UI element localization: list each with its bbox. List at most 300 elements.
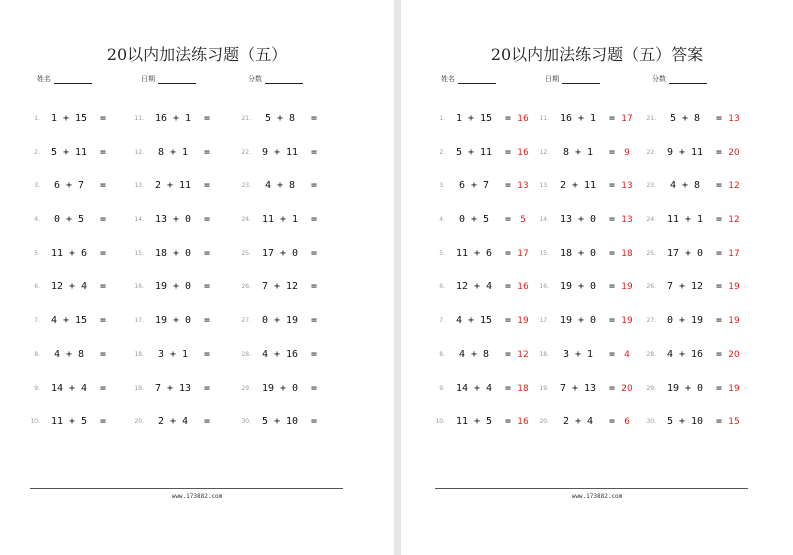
question-column-2 xyxy=(130,110,230,447)
equals-sign: = xyxy=(609,281,616,293)
question-number: 10. xyxy=(435,418,445,426)
question-row xyxy=(535,110,635,144)
equals-sign: = xyxy=(311,214,318,226)
date-label: 日期 xyxy=(141,75,155,83)
equals-sign: = xyxy=(311,146,318,158)
question-number: 13. xyxy=(134,182,144,190)
equals-sign: = xyxy=(716,382,723,394)
question-row xyxy=(535,312,635,346)
question-expression: 5 + 8 xyxy=(669,113,701,124)
equals-sign: = xyxy=(505,113,512,124)
question-number: 7. xyxy=(439,317,445,325)
question-number: 20. xyxy=(539,418,549,426)
question-number: 8. xyxy=(34,350,40,358)
question-row xyxy=(642,312,742,346)
question-number: 11. xyxy=(539,115,549,122)
equals-sign: = xyxy=(204,315,211,327)
question-number: 10. xyxy=(30,418,40,426)
question-row xyxy=(130,144,230,178)
question-column-1 xyxy=(26,110,126,447)
question-row xyxy=(535,380,635,414)
answer-value: 20 xyxy=(728,147,740,158)
question-expression: 3 + 1 xyxy=(562,348,594,360)
question-row xyxy=(237,177,337,211)
equals-sign: = xyxy=(100,382,107,394)
question-number: 19. xyxy=(539,384,549,392)
question-row xyxy=(130,245,230,279)
equals-sign: = xyxy=(505,382,512,394)
question-row xyxy=(642,110,742,144)
answer-score-field xyxy=(652,73,707,84)
question-row xyxy=(431,413,531,447)
question-number: 5. xyxy=(439,249,445,257)
question-row xyxy=(642,278,742,312)
question-expression: 11 + 5 xyxy=(50,416,88,428)
question-expression: 4 + 8 xyxy=(264,180,296,192)
question-number: 19. xyxy=(134,384,144,392)
question-expression: 17 + 0 xyxy=(261,247,299,259)
question-expression: 4 + 15 xyxy=(455,315,493,327)
equals-sign: = xyxy=(609,315,616,327)
equals-sign: = xyxy=(204,214,211,226)
answer-value: 18 xyxy=(621,248,633,259)
question-expression: 13 + 0 xyxy=(154,214,192,226)
question-number: 4. xyxy=(34,216,40,224)
question-number: 12. xyxy=(539,148,549,156)
question-number: 14. xyxy=(134,216,144,224)
equals-sign: = xyxy=(204,416,211,428)
equals-sign: = xyxy=(716,315,723,327)
name-label: 姓名 xyxy=(37,75,51,83)
question-row xyxy=(26,245,126,279)
question-expression: 4 + 15 xyxy=(50,315,88,327)
answer-value: 16 xyxy=(517,417,529,428)
question-expression: 5 + 11 xyxy=(455,146,493,158)
question-number: 18. xyxy=(134,350,144,358)
question-number: 3. xyxy=(34,182,40,190)
question-number: 29. xyxy=(646,384,656,392)
question-row xyxy=(535,278,635,312)
answer-value: 19 xyxy=(728,383,740,394)
question-expression: 0 + 5 xyxy=(53,214,85,226)
question-number: 28. xyxy=(646,350,656,358)
question-expression: 12 + 4 xyxy=(455,281,493,293)
answer-value: 16 xyxy=(517,114,529,124)
question-row xyxy=(237,380,337,414)
question-number: 27. xyxy=(646,317,656,325)
equals-sign: = xyxy=(716,416,723,428)
equals-sign: = xyxy=(204,247,211,259)
question-expression: 5 + 11 xyxy=(50,146,88,158)
question-number: 11. xyxy=(134,115,144,122)
equals-sign: = xyxy=(100,315,107,327)
answer-value: 19 xyxy=(517,316,529,327)
equals-sign: = xyxy=(609,416,616,428)
question-number: 16. xyxy=(134,283,144,291)
equals-sign: = xyxy=(716,281,723,293)
question-expression: 4 + 16 xyxy=(261,348,299,360)
question-number: 6. xyxy=(34,283,40,291)
question-number: 21. xyxy=(646,115,656,122)
equals-sign: = xyxy=(311,348,318,360)
question-column-3 xyxy=(237,110,337,447)
answer-footer-url: www.173882.com xyxy=(571,493,623,500)
question-row xyxy=(26,211,126,245)
equals-sign: = xyxy=(100,180,107,192)
question-number: 25. xyxy=(241,249,251,257)
equals-sign: = xyxy=(100,214,107,226)
equals-sign: = xyxy=(609,180,616,192)
answer-value: 19 xyxy=(621,316,633,327)
question-number: 14. xyxy=(539,216,549,224)
question-expression: 0 + 19 xyxy=(666,315,704,327)
equals-sign: = xyxy=(505,146,512,158)
answer-value: 4 xyxy=(624,349,630,360)
question-number: 2. xyxy=(34,148,40,156)
equals-sign: = xyxy=(311,281,318,293)
score-label: 分数 xyxy=(248,75,262,83)
question-number: 9. xyxy=(439,384,445,392)
question-number: 8. xyxy=(439,350,445,358)
date-blank[interactable] xyxy=(158,73,196,84)
question-expression: 7 + 12 xyxy=(666,281,704,293)
question-number: 4. xyxy=(439,216,445,224)
equals-sign: = xyxy=(716,146,723,158)
question-expression: 7 + 13 xyxy=(559,382,597,394)
question-row xyxy=(130,380,230,414)
equals-sign: = xyxy=(505,180,512,192)
answer-column-2 xyxy=(535,110,635,447)
equals-sign: = xyxy=(204,180,211,192)
question-number: 16. xyxy=(539,283,549,291)
question-expression: 14 + 4 xyxy=(455,382,493,394)
question-row xyxy=(431,211,531,245)
answer-value: 13 xyxy=(621,215,633,226)
question-row xyxy=(535,413,635,447)
question-number: 9. xyxy=(34,384,40,392)
equals-sign: = xyxy=(204,281,211,293)
equals-sign: = xyxy=(204,382,211,394)
equals-sign: = xyxy=(100,113,107,124)
question-number: 24. xyxy=(646,216,656,224)
score-field xyxy=(248,73,303,84)
answer-value: 5 xyxy=(520,215,526,226)
question-row xyxy=(431,312,531,346)
question-expression: 19 + 0 xyxy=(154,281,192,293)
question-expression: 1 + 15 xyxy=(455,113,493,124)
equals-sign: = xyxy=(311,247,318,259)
question-row xyxy=(26,413,126,447)
answer-date-blank[interactable] xyxy=(562,73,600,84)
equals-sign: = xyxy=(505,247,512,259)
question-row xyxy=(26,278,126,312)
question-number: 18. xyxy=(539,350,549,358)
question-row xyxy=(642,177,742,211)
question-expression: 2 + 4 xyxy=(562,416,594,428)
answer-value: 17 xyxy=(517,248,529,259)
answer-value: 12 xyxy=(728,181,740,192)
equals-sign: = xyxy=(505,315,512,327)
answer-name-blank[interactable] xyxy=(458,73,496,84)
answer-value: 6 xyxy=(624,417,630,428)
question-number: 3. xyxy=(439,182,445,190)
question-number: 24. xyxy=(241,216,251,224)
answer-page xyxy=(401,0,793,555)
answer-value: 19 xyxy=(621,282,633,293)
equals-sign: = xyxy=(100,247,107,259)
question-expression: 3 + 1 xyxy=(157,348,189,360)
equals-sign: = xyxy=(609,247,616,259)
question-expression: 4 + 8 xyxy=(53,348,85,360)
answer-date-field xyxy=(545,73,600,84)
equals-sign: = xyxy=(609,382,616,394)
page-title: 20以内加法练习题（五） xyxy=(106,45,288,64)
question-number: 29. xyxy=(241,384,251,392)
equals-sign: = xyxy=(311,382,318,394)
question-expression: 11 + 5 xyxy=(455,416,493,428)
question-number: 25. xyxy=(646,249,656,257)
question-expression: 7 + 12 xyxy=(261,281,299,293)
question-expression: 19 + 0 xyxy=(559,315,597,327)
answer-value: 18 xyxy=(517,383,529,394)
question-row xyxy=(642,144,742,178)
question-row xyxy=(237,144,337,178)
equals-sign: = xyxy=(100,348,107,360)
question-row xyxy=(431,245,531,279)
question-expression: 5 + 10 xyxy=(666,416,704,428)
equals-sign: = xyxy=(609,113,616,124)
equals-sign: = xyxy=(609,146,616,158)
name-blank[interactable] xyxy=(54,73,92,84)
question-row xyxy=(535,144,635,178)
question-number: 30. xyxy=(646,418,656,426)
answer-value: 17 xyxy=(621,114,633,124)
question-expression: 2 + 11 xyxy=(559,180,597,192)
question-expression: 19 + 0 xyxy=(261,382,299,394)
equals-sign: = xyxy=(311,113,318,124)
question-expression: 19 + 0 xyxy=(666,382,704,394)
question-row xyxy=(237,346,337,380)
question-expression: 19 + 0 xyxy=(559,281,597,293)
equals-sign: = xyxy=(100,416,107,428)
answer-value: 13 xyxy=(517,181,529,192)
question-expression: 2 + 4 xyxy=(157,416,189,428)
question-number: 15. xyxy=(134,249,144,257)
equals-sign: = xyxy=(716,214,723,226)
equals-sign: = xyxy=(204,113,211,124)
question-row xyxy=(130,413,230,447)
question-row xyxy=(130,278,230,312)
question-row xyxy=(130,177,230,211)
question-number: 27. xyxy=(241,317,251,325)
answer-value: 17 xyxy=(728,248,740,259)
question-row xyxy=(431,177,531,211)
equals-sign: = xyxy=(609,348,616,360)
answer-value: 16 xyxy=(517,282,529,293)
answer-score-label: 分数 xyxy=(652,75,666,83)
answer-value: 15 xyxy=(728,417,740,428)
equals-sign: = xyxy=(505,214,512,226)
question-number: 20. xyxy=(134,418,144,426)
question-number: 1. xyxy=(34,115,40,122)
question-expression: 0 + 5 xyxy=(458,214,490,226)
question-expression: 11 + 1 xyxy=(261,214,299,226)
question-expression: 17 + 0 xyxy=(666,247,704,259)
answer-column-3 xyxy=(642,110,742,447)
question-row xyxy=(237,245,337,279)
question-number: 21. xyxy=(241,115,251,122)
question-expression: 19 + 0 xyxy=(154,315,192,327)
equals-sign: = xyxy=(100,146,107,158)
question-row xyxy=(26,110,126,144)
answer-value: 20 xyxy=(728,349,740,360)
footer-divider xyxy=(30,488,343,489)
question-number: 30. xyxy=(241,418,251,426)
answer-value: 20 xyxy=(621,383,633,394)
answer-footer-divider xyxy=(435,488,748,489)
question-expression: 16 + 1 xyxy=(559,113,597,124)
score-blank[interactable] xyxy=(265,73,303,84)
question-number: 23. xyxy=(241,182,251,190)
question-row xyxy=(642,211,742,245)
answer-value: 13 xyxy=(728,114,740,124)
answer-value: 19 xyxy=(728,316,740,327)
question-expression: 6 + 7 xyxy=(53,180,85,192)
equals-sign: = xyxy=(311,315,318,327)
question-expression: 4 + 8 xyxy=(669,180,701,192)
equals-sign: = xyxy=(100,281,107,293)
question-row xyxy=(237,413,337,447)
question-number: 17. xyxy=(134,317,144,325)
date-field xyxy=(141,73,196,84)
equals-sign: = xyxy=(716,180,723,192)
question-row xyxy=(642,346,742,380)
question-row xyxy=(26,312,126,346)
question-expression: 11 + 1 xyxy=(666,214,704,226)
question-expression: 4 + 8 xyxy=(458,348,490,360)
equals-sign: = xyxy=(505,281,512,293)
equals-sign: = xyxy=(311,180,318,192)
question-number: 15. xyxy=(539,249,549,257)
question-expression: 18 + 0 xyxy=(154,247,192,259)
answer-date-label: 日期 xyxy=(545,75,559,83)
question-expression: 4 + 16 xyxy=(666,348,704,360)
question-row xyxy=(26,380,126,414)
equals-sign: = xyxy=(716,113,723,124)
question-row xyxy=(431,110,531,144)
question-row xyxy=(237,110,337,144)
answer-value: 19 xyxy=(728,282,740,293)
footer-url: www.173882.com xyxy=(171,493,223,500)
question-row xyxy=(535,346,635,380)
question-expression: 13 + 0 xyxy=(559,214,597,226)
question-expression: 5 + 8 xyxy=(264,113,296,124)
question-number: 13. xyxy=(539,182,549,190)
equals-sign: = xyxy=(204,348,211,360)
question-expression: 8 + 1 xyxy=(562,146,594,158)
question-number: 1. xyxy=(439,115,445,122)
question-row xyxy=(431,278,531,312)
question-row xyxy=(237,278,337,312)
question-row xyxy=(26,177,126,211)
question-row xyxy=(535,211,635,245)
question-number: 22. xyxy=(241,148,251,156)
question-row xyxy=(237,211,337,245)
answer-value: 12 xyxy=(728,215,740,226)
equals-sign: = xyxy=(505,348,512,360)
question-expression: 1 + 15 xyxy=(50,113,88,124)
question-expression: 11 + 6 xyxy=(50,247,88,259)
question-row xyxy=(642,413,742,447)
worksheet-page xyxy=(0,0,394,555)
equals-sign: = xyxy=(609,214,616,226)
equals-sign: = xyxy=(204,146,211,158)
question-expression: 11 + 6 xyxy=(455,247,493,259)
question-expression: 8 + 1 xyxy=(157,146,189,158)
equals-sign: = xyxy=(716,247,723,259)
answer-value: 16 xyxy=(517,147,529,158)
question-row xyxy=(130,346,230,380)
answer-name-field xyxy=(441,73,496,84)
answer-value: 12 xyxy=(517,349,529,360)
answer-column-1 xyxy=(431,110,531,447)
question-row xyxy=(26,346,126,380)
question-number: 6. xyxy=(439,283,445,291)
question-number: 23. xyxy=(646,182,656,190)
question-number: 22. xyxy=(646,148,656,156)
question-expression: 7 + 13 xyxy=(154,382,192,394)
name-field xyxy=(37,73,92,84)
question-number: 12. xyxy=(134,148,144,156)
question-number: 26. xyxy=(646,283,656,291)
question-row xyxy=(431,380,531,414)
question-expression: 5 + 10 xyxy=(261,416,299,428)
question-row xyxy=(535,245,635,279)
question-expression: 0 + 19 xyxy=(261,315,299,327)
equals-sign: = xyxy=(311,416,318,428)
answer-score-blank[interactable] xyxy=(669,73,707,84)
question-number: 26. xyxy=(241,283,251,291)
question-row xyxy=(26,144,126,178)
question-expression: 6 + 7 xyxy=(458,180,490,192)
question-row xyxy=(431,144,531,178)
equals-sign: = xyxy=(505,416,512,428)
question-expression: 9 + 11 xyxy=(666,146,704,158)
question-row xyxy=(431,346,531,380)
question-expression: 14 + 4 xyxy=(50,382,88,394)
answer-value: 13 xyxy=(621,181,633,192)
question-number: 17. xyxy=(539,317,549,325)
question-row xyxy=(642,380,742,414)
question-number: 7. xyxy=(34,317,40,325)
question-expression: 2 + 11 xyxy=(154,180,192,192)
question-row xyxy=(130,211,230,245)
question-row xyxy=(535,177,635,211)
answer-value: 9 xyxy=(624,147,630,158)
question-number: 28. xyxy=(241,350,251,358)
answer-name-label: 姓名 xyxy=(441,75,455,83)
question-number: 5. xyxy=(34,249,40,257)
question-number: 2. xyxy=(439,148,445,156)
question-row xyxy=(130,110,230,144)
question-expression: 12 + 4 xyxy=(50,281,88,293)
question-row xyxy=(130,312,230,346)
equals-sign: = xyxy=(716,348,723,360)
question-row xyxy=(237,312,337,346)
question-row xyxy=(642,245,742,279)
question-expression: 9 + 11 xyxy=(261,146,299,158)
answer-page-title: 20以内加法练习题（五）答案 xyxy=(490,45,704,64)
